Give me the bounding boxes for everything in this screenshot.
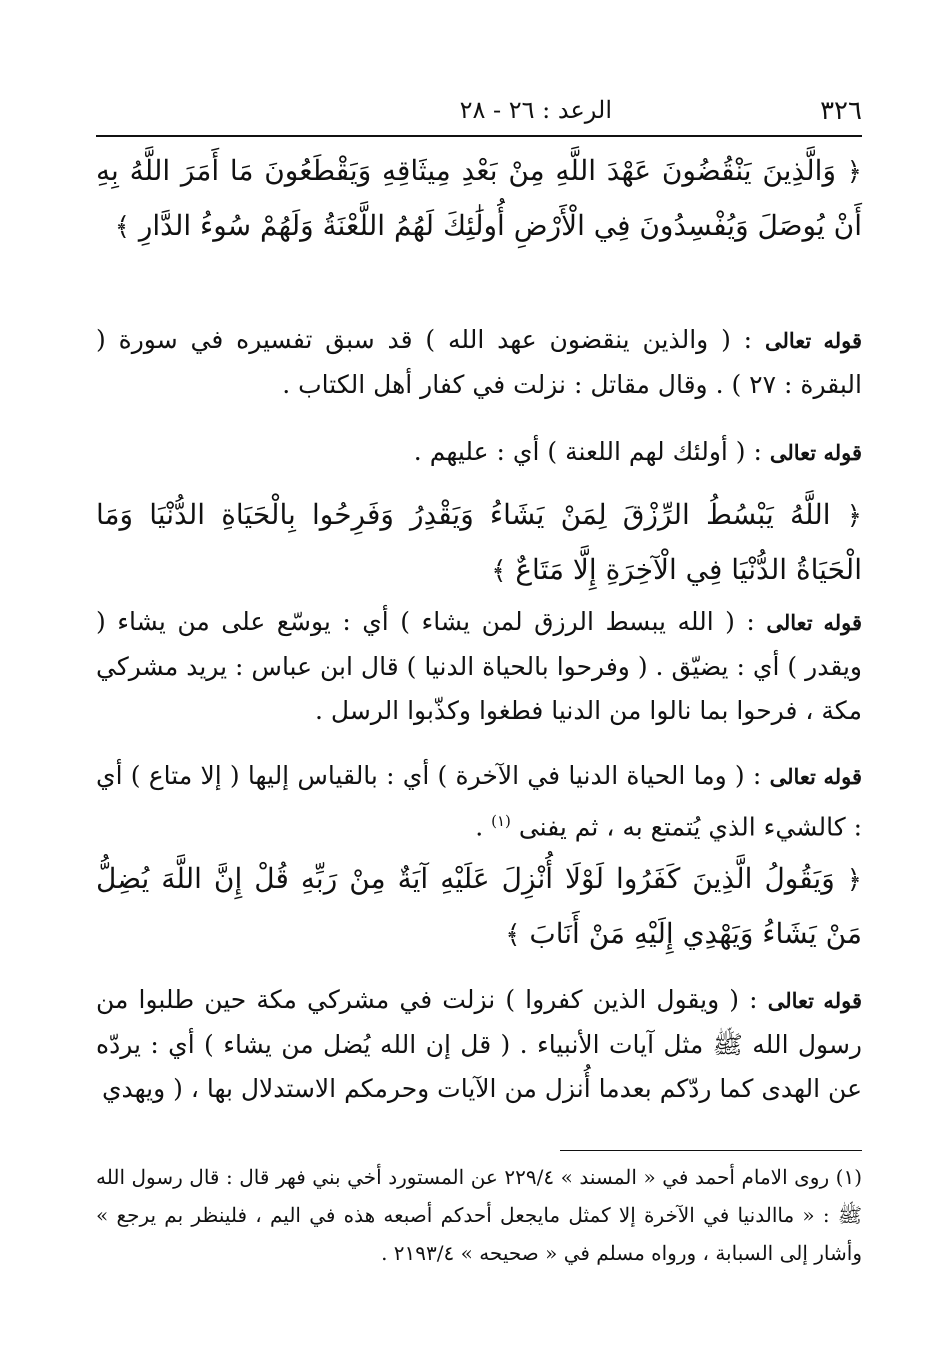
commentary-paragraph <box>96 318 862 407</box>
ornament-close: ﴾ <box>505 920 521 950</box>
commentary-text: : ( ويقول الذين كفروا ) نزلت في مشركي مكة حين طلبوا من رسول الله ﷺ مثل آيات الأنبياء . ( قل إن الله يُضل من يشاء ) أي : يردّه عن الهدى كما ردّكم بعدما أُنزل من الآيات وحرمكم الاستدلال بها ، ( ويهدي <box>96 985 862 1103</box>
quran-verse <box>96 144 862 254</box>
running-title: الرعد : ٢٦ - ٢٨ <box>459 96 612 124</box>
commentary-paragraph: قوله تعالى : ( وما الحياة الدنيا في الآخرة ) أي : بالقياس إليها ( إلا متاع ) أي : كالشيء الذي يُتمتع به ، ثم يفنى $^{(١)}$ . <box>96 761 862 842</box>
commentary-paragraph <box>96 600 862 733</box>
header-rule <box>96 135 862 137</box>
commentary-text: : ( والذين ينقضون عهد الله ) قد سبق تفسيره في سورة ( البقرة : ٢٧ ) . وقال مقاتل : نزلت في كفار أهل الكتاب . <box>96 325 862 399</box>
commentary-text: : ( الله يبسط الرزق لمن يشاء ) أي : يوسّع على من يشاء ( ويقدر ) أي : يضيّق . ( وفرحوا بالحياة الدنيا ) قال ابن عباس : يريد مشركي مكة ، فرحوا بما نالوا من الدنيا فطغوا وكذّبوا الرسل . <box>96 607 862 725</box>
ornament-close: ﴾ <box>114 212 130 242</box>
commentary-label: قوله تعالى <box>766 610 862 635</box>
commentary-label: قوله تعالى <box>769 764 862 789</box>
commentary-label: قوله تعالى <box>767 988 862 1013</box>
quran-verse <box>96 852 862 962</box>
commentary-paragraph <box>96 978 862 1111</box>
page-header <box>96 92 862 132</box>
commentary-paragraph <box>96 430 862 475</box>
footnote-rule <box>560 1150 862 1151</box>
ornament-open: ﴿ <box>846 501 862 531</box>
footnote <box>96 1158 862 1272</box>
page-number: ٣٢٦ <box>820 96 862 126</box>
commentary-label: قوله تعالى <box>769 440 862 465</box>
commentary-text: : ( وما الحياة الدنيا في الآخرة ) أي : بالقياس إليها ( إلا متاع ) أي : كالشيء الذي يُتمتع به ، ثم يفنى <box>96 761 862 842</box>
footnote-text: (١) روى الامام أحمد في « المسند » ٢٢٩/٤ عن المستورد أخي بني فهر قال : قال رسول الله ﷺ : « ماالدنيا في الآخرة إلا كمثل مايجعل أحدكم أصبعه هذه في اليم ، فلينظر بم يرجع » وأشار إلى السبابة ، ورواه مسلم في « صحيحه » ٢١٩٣/٤ . <box>96 1165 862 1265</box>
footnote-reference: (١) <box>491 812 511 830</box>
verse-text: وَيَقُولُ الَّذِينَ كَفَرُوا لَوْلَا أُنْزِلَ عَلَيْهِ آيَةٌ مِنْ رَبِّهِ قُلْ إِنَّ اللَّهَ يُضِلُّ مَنْ يَشَاءُ وَيَهْدِي إِلَيْهِ مَنْ أَنَابَ <box>96 862 862 950</box>
ornament-open: ﴿ <box>846 865 862 895</box>
verse-text: اللَّهُ يَبْسُطُ الرِّزْقَ لِمَنْ يَشَاءُ وَيَقْدِرُ وَفَرِحُوا بِالْحَيَاةِ الدُّنْيَا وَمَا الْحَيَاةُ الدُّنْيَا فِي الْآخِرَةِ إِلَّا مَتَاعٌ <box>96 498 862 586</box>
quran-verse <box>96 488 862 598</box>
ornament-open: ﴿ <box>846 157 862 187</box>
ornament-close: ﴾ <box>491 556 507 586</box>
commentary-label: قوله تعالى <box>764 328 863 353</box>
verse-text: وَالَّذِينَ يَنْقُضُونَ عَهْدَ اللَّهِ مِنْ بَعْدِ مِيثَاقِهِ وَيَقْطَعُونَ مَا أَمَرَ اللَّهُ بِهِ أَنْ يُوصَلَ وَيُفْسِدُونَ فِي الْأَرْضِ أُولَٰئِكَ لَهُمُ اللَّعْنَةُ وَلَهُمْ سُوءُ الدَّارِ <box>96 154 862 242</box>
commentary-text: : ( أولئك لهم اللعنة ) أي : عليهم . <box>413 437 762 466</box>
